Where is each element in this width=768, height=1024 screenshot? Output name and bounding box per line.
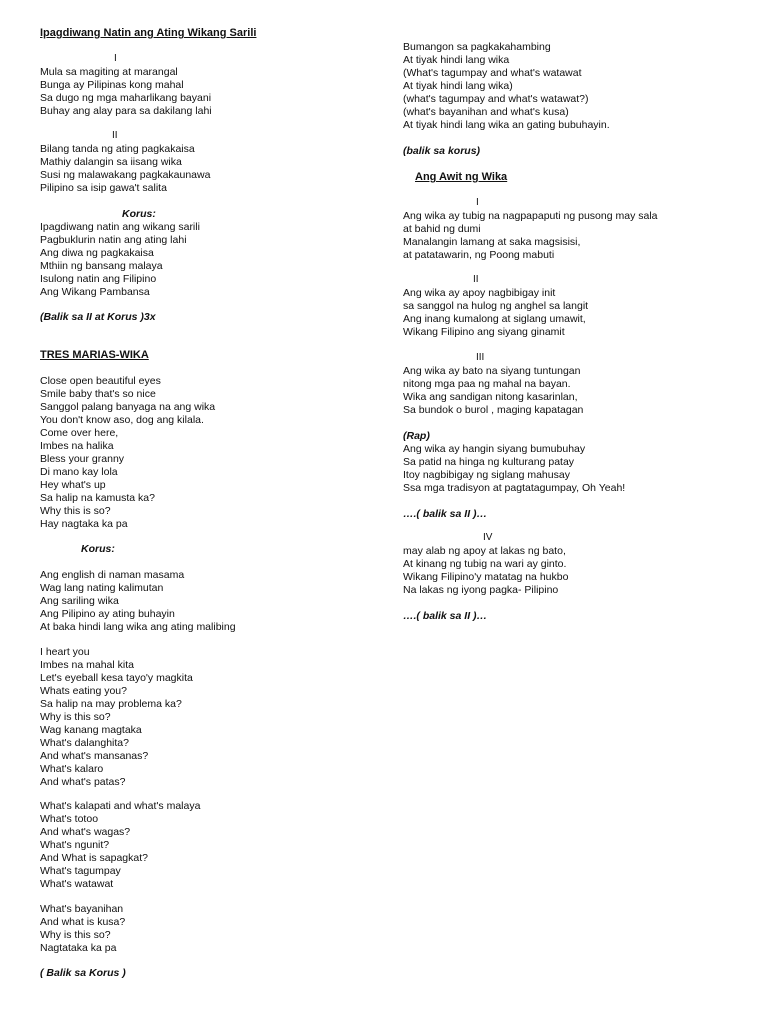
lyric-line: Why is this so? bbox=[40, 711, 111, 723]
lyric-line: Na lakas ng iyong pagka- Pilipino bbox=[403, 584, 559, 596]
lyric-line: What's tagumpay bbox=[40, 865, 121, 877]
lyric-line: At kinang ng tubig na wari ay ginto. bbox=[403, 558, 567, 570]
lyric-line: At tiyak hindi lang wika) bbox=[403, 80, 513, 92]
lyric-line: Di mano kay lola bbox=[40, 466, 118, 478]
lyric-line: Isulong natin ang Filipino bbox=[40, 273, 157, 285]
lyric-line: What's watawat bbox=[40, 878, 114, 890]
lyric-line: at patatawarin, ng Poong mabuti bbox=[403, 249, 555, 261]
lyric-line: Smile baby that's so nice bbox=[40, 388, 156, 400]
lyric-line: And what's patas? bbox=[40, 776, 126, 788]
verse-number: II bbox=[112, 130, 118, 141]
lyric-line: Pagbuklurin natin ang ating lahi bbox=[40, 234, 187, 246]
lyric-line: Bumangon sa pagkakahambing bbox=[403, 41, 551, 53]
lyric-line: Ang wika ay tubig na nagpapaputi ng pusong may sala bbox=[403, 210, 658, 222]
lyric-line: Mthiin ng bansang malaya bbox=[40, 260, 163, 272]
lyric-line: Ang wika ay apoy nagbibigay init bbox=[403, 287, 556, 299]
lyric-line: Ang diwa ng pagkakaisa bbox=[40, 247, 154, 259]
lyric-line: Ang english di naman masama bbox=[40, 569, 185, 581]
lyric-line: At baka hindi lang wika ang ating malibing bbox=[40, 621, 236, 633]
lyric-line: What's totoo bbox=[40, 813, 99, 825]
lyric-line: Hay nagtaka ka pa bbox=[40, 518, 128, 530]
song-title: Ang Awit ng Wika bbox=[415, 171, 508, 183]
lyric-line: Imbes na mahal kita bbox=[40, 659, 134, 671]
lyric-line: Sa bundok o burol , maging kapatagan bbox=[403, 404, 584, 416]
lyric-line: What's kalapati and what's malaya bbox=[40, 800, 201, 812]
lyric-line: Sa halip na may problema ka? bbox=[40, 698, 182, 710]
lyric-line: Buhay ang alay para sa dakilang lahi bbox=[40, 105, 212, 117]
verse-number: III bbox=[476, 352, 485, 363]
verse-number: I bbox=[476, 197, 479, 208]
lyric-line: Sa halip na kamusta ka? bbox=[40, 492, 155, 504]
lyric-line: (what's bayanihan and what's kusa) bbox=[403, 106, 569, 118]
lyric-line: Wikang Filipino'y matatag na hukbo bbox=[403, 571, 569, 583]
lyric-line: Itoy nagbibigay ng siglang mahusay bbox=[403, 469, 570, 481]
lyric-line: (What's tagumpay and what's watawat bbox=[403, 67, 582, 79]
lyric-line: Imbes na halika bbox=[40, 440, 114, 452]
lyric-line: Bilang tanda ng ating pagkakaisa bbox=[40, 143, 195, 155]
lyric-line: What's kalaro bbox=[40, 763, 104, 775]
verse-number: I bbox=[114, 53, 117, 64]
lyric-line: What's bayanihan bbox=[40, 903, 124, 915]
lyric-line: And what's wagas? bbox=[40, 826, 131, 838]
repeat-instruction: ….( balik sa II )… bbox=[403, 610, 488, 622]
lyric-line: Sanggol palang banyaga na ang wika bbox=[40, 401, 216, 413]
lyric-line: I heart you bbox=[40, 646, 90, 658]
repeat-instruction: (balik sa korus) bbox=[403, 145, 481, 157]
repeat-instruction: ….( balik sa II )… bbox=[403, 508, 488, 520]
lyric-line: What's ngunit? bbox=[40, 839, 110, 851]
lyric-line: Sa dugo ng mga maharlikang bayani bbox=[40, 92, 212, 104]
lyric-line: Ang Wikang Pambansa bbox=[40, 286, 150, 298]
lyric-line: sa sanggol na hulog ng anghel sa langit bbox=[403, 300, 589, 312]
lyric-line: At tiyak hindi lang wika an gating bubuhayin. bbox=[403, 119, 610, 131]
lyric-line: Mula sa magiting at marangal bbox=[40, 66, 178, 78]
lyric-line: Wag kanang magtaka bbox=[40, 724, 142, 736]
lyric-line: What's dalanghita? bbox=[40, 737, 129, 749]
lyric-line: Why is this so? bbox=[40, 929, 111, 941]
lyric-line: Bunga ay Pilipinas kong mahal bbox=[40, 79, 184, 91]
lyric-line: Ang wika ay bato na siyang tuntungan bbox=[403, 365, 581, 377]
lyric-line: Ang inang kumalong at siglang umawit, bbox=[403, 313, 586, 325]
song-title: Ipagdiwang Natin ang Ating Wikang Sarili bbox=[40, 27, 257, 39]
lyric-line: At tiyak hindi lang wika bbox=[403, 54, 510, 66]
lyric-line: Ssa mga tradisyon at pagtatagumpay, Oh Yeah! bbox=[403, 482, 626, 494]
lyric-line: at bahid ng dumi bbox=[403, 223, 481, 235]
lyric-line: Pilipino sa isip gawa't salita bbox=[40, 182, 167, 194]
verse-number: IV bbox=[483, 532, 493, 543]
song-title: TRES MARIAS-WIKA bbox=[40, 349, 149, 361]
lyric-line: You don't know aso, dog ang kilala. bbox=[40, 414, 204, 426]
lyric-line: Whats eating you? bbox=[40, 685, 127, 697]
lyric-line: Mathiy dalangin sa iisang wika bbox=[40, 156, 182, 168]
lyric-line: Let's eyeball kesa tayo'y magkita bbox=[40, 672, 193, 684]
repeat-instruction: (Balik sa II at Korus )3x bbox=[40, 311, 156, 323]
lyric-line: Wikang Filipino ang siyang ginamit bbox=[403, 326, 565, 338]
lyric-line: Ang wika ay hangin siyang bumubuhay bbox=[403, 443, 586, 455]
lyric-line: nitong mga paa ng mahal na bayan. bbox=[403, 378, 571, 390]
korus-label: Korus: bbox=[81, 543, 115, 555]
lyric-line: (what's tagumpay and what's watawat?) bbox=[403, 93, 589, 105]
lyric-line: And What is sapagkat? bbox=[40, 852, 148, 864]
lyric-line: may alab ng apoy at lakas ng bato, bbox=[403, 545, 566, 557]
lyric-line: Ipagdiwang natin ang wikang sarili bbox=[40, 221, 200, 233]
lyric-line: Sa patid na hinga ng kulturang patay bbox=[403, 456, 575, 468]
lyric-line: And what is kusa? bbox=[40, 916, 126, 928]
lyric-line: Susi ng malawakang pagkakaunawa bbox=[40, 169, 211, 181]
lyric-line: Hey what's up bbox=[40, 479, 106, 491]
lyric-line: And what's mansanas? bbox=[40, 750, 149, 762]
rap-label: (Rap) bbox=[403, 430, 430, 442]
lyric-line: Wika ang sandigan nitong kasarinlan, bbox=[403, 391, 578, 403]
verse-number: II bbox=[473, 274, 479, 285]
lyric-line: Bless your granny bbox=[40, 453, 125, 465]
lyric-line: Manalangin lamang at saka magsisisi, bbox=[403, 236, 581, 248]
lyric-line: Ang sariling wika bbox=[40, 595, 119, 607]
lyric-line: Ang Pilipino ay ating buhayin bbox=[40, 608, 175, 620]
lyric-line: Nagtataka ka pa bbox=[40, 942, 117, 954]
lyric-line: Wag lang nating kalimutan bbox=[40, 582, 164, 594]
lyric-line: Close open beautiful eyes bbox=[40, 375, 161, 387]
lyric-line: Come over here, bbox=[40, 427, 119, 439]
lyric-line: Why this is so? bbox=[40, 505, 111, 517]
repeat-instruction: ( Balik sa Korus ) bbox=[40, 967, 126, 979]
korus-label: Korus: bbox=[122, 208, 156, 220]
